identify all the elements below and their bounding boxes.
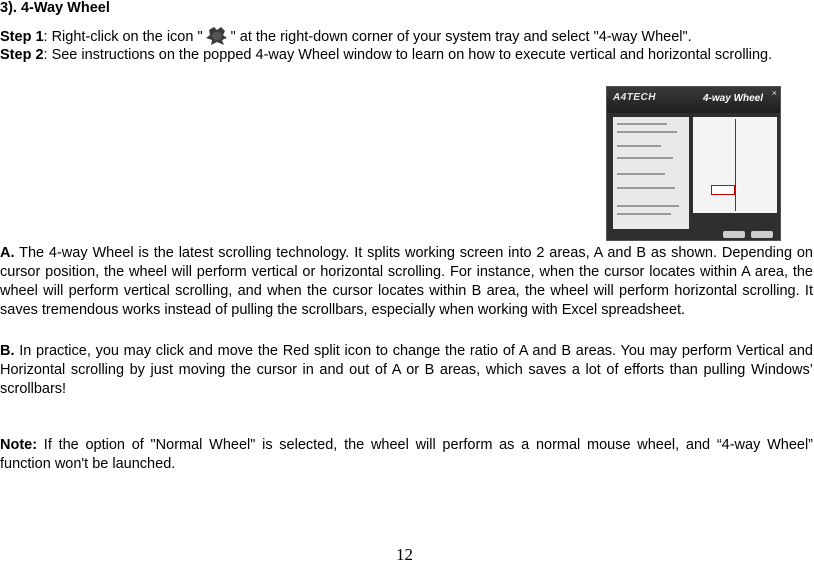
step-1-text-after: " at the right-down corner of your system tray and select "4-way Wheel". — [230, 29, 692, 45]
screenshot-close-icon: × — [771, 88, 777, 98]
paragraph-a-text: The 4-way Wheel is the latest scrolling technology. It splits working screen into 2 areas, A and B as shown. Depending on cursor position, the wheel will perform vertical or horizontal scrolling. For instance, when the cursor locates within A area, the wheel will perform vertical scrolling, and when the cursor locates within B area, the wheel will perform horizontal scrolling. It saves tremendous works instead of pulling the scrollbars, especially when working with Excel spreadsheet. — [0, 245, 813, 318]
screenshot-text-line — [617, 157, 673, 159]
screenshot-red-split-icon — [711, 185, 735, 195]
paragraph-a — [0, 244, 813, 320]
note-paragraph — [0, 436, 813, 474]
paragraph-a-label: A. — [0, 245, 15, 261]
step-1-text-before: : Right-click on the icon " — [43, 29, 203, 45]
step-2-text: : See instructions on the popped 4-way Wheel window to learn on how to execute vertical and horizontal scrolling. — [43, 47, 773, 63]
screenshot-brand-logo: A4TECH — [613, 92, 657, 103]
screenshot-cancel-button — [751, 231, 773, 238]
screenshot-text-line — [617, 187, 675, 189]
page-number: 12 — [396, 545, 413, 564]
note-text: If the option of "Normal Wheel" is selected, the wheel will perform as a normal mouse wheel, and “4-way Wheel” function won't be launched. — [0, 437, 813, 472]
note-label: Note: — [0, 437, 38, 453]
screenshot-title: 4-way Wheel — [703, 93, 764, 104]
step-1-paragraph — [0, 26, 813, 47]
section-heading: 3). 4-Way Wheel — [0, 0, 110, 16]
screenshot-ok-button — [723, 231, 745, 238]
paragraph-b-label: B. — [0, 343, 15, 359]
screenshot-split-line — [735, 119, 736, 211]
step-2-paragraph — [0, 46, 813, 65]
paragraph-b-text: In practice, you may click and move the Red split icon to change the ratio of A and B areas. You may perform Vertical and Horizontal scrolling by just moving the cursor in and out of A or B areas, which saves a lot of efforts than pulling Windows’ scrollbars! — [0, 343, 813, 397]
paragraph-b — [0, 342, 813, 399]
screenshot-text-line — [617, 205, 679, 207]
mouse-tray-icon — [203, 26, 231, 46]
step-1-label: Step 1 — [0, 29, 44, 45]
screenshot-text-line — [617, 131, 677, 133]
screenshot-text-line — [617, 123, 667, 125]
step-2-label: Step 2 — [0, 47, 44, 63]
four-way-wheel-window-screenshot — [606, 86, 781, 241]
screenshot-text-line — [617, 145, 661, 147]
screenshot-text-line — [617, 173, 665, 175]
screenshot-text-line — [617, 213, 671, 215]
